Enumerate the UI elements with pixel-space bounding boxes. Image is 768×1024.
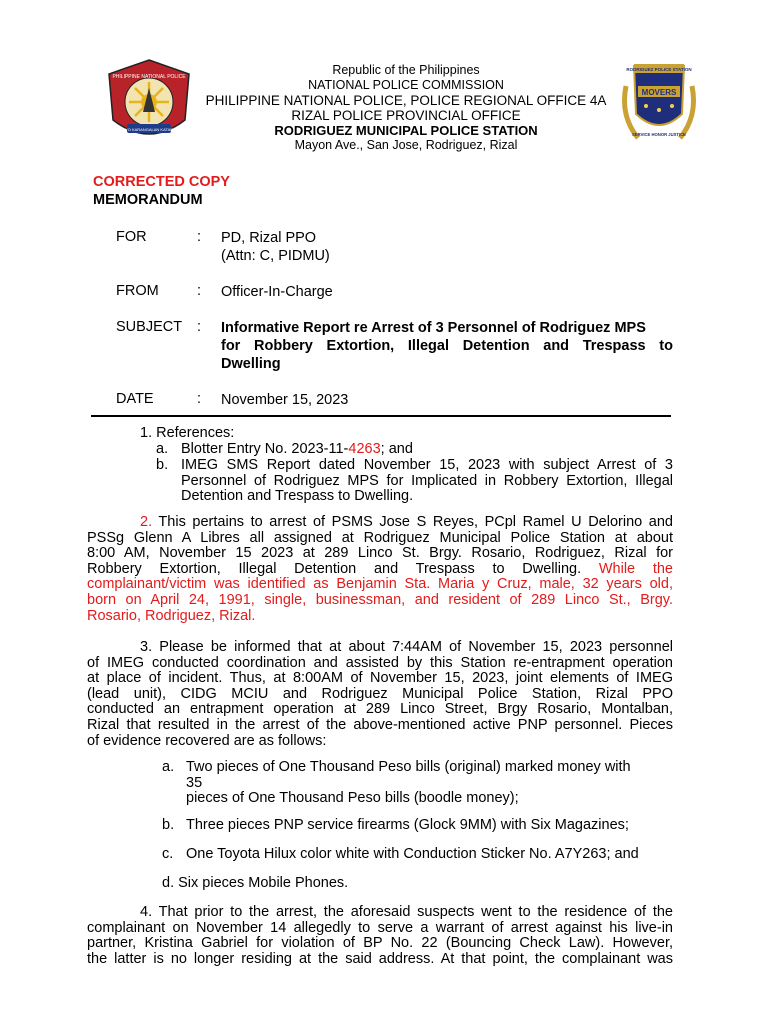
from-value: Officer-In-Charge xyxy=(221,284,333,300)
subject-line2: for Robbery Extortion, Illegal Detention and Trespass to xyxy=(221,338,673,354)
date-colon: : xyxy=(197,391,202,407)
from-label: FROM xyxy=(116,283,159,299)
evidence-d-text: d. Six pieces Mobile Phones. xyxy=(162,875,349,891)
seal-banner-text: SERBISYO KARANGALAN KATARUNGAN xyxy=(110,127,188,132)
for-label: FOR xyxy=(116,229,147,245)
memorandum-title: MEMORANDUM xyxy=(93,192,203,208)
header-pnp-region: PHILIPPINE NATIONAL POLICE, POLICE REGIONAL OFFICE 4A xyxy=(205,93,607,108)
paragraph-3: 3. Please be informed that at about 7:44AM of November 15, 2023 personnel of IMEG conducted coordination and assisted by this Station re-entrapment operation at place of incident. Thus, at 8:00AM of November 15, 2023, joint elements of IMEG (lead unit), CIDG MCIU and Rodriguez Municipal Police Station, Rizal PPO conducted an entrapment operation at 289 Linco Street, Brgy Rosario, Montalban, Rizal that resulted in the arrest of the above-mentioned active PNP personnel. Pieces of evidence recovered are as follows: xyxy=(87,639,673,749)
reference-a-text: Blotter Entry No. 2023-11-4263; and xyxy=(181,441,413,457)
evidence-b-text: Three pieces PNP service firearms (Glock 9MM) with Six Magazines; xyxy=(186,817,629,833)
header-divider xyxy=(91,415,671,417)
date-value: November 15, 2023 xyxy=(221,392,349,408)
header-republic: Republic of the Philippines xyxy=(332,63,480,77)
station-logo-bottom-text: SERVICE HONOR JUSTICE xyxy=(632,132,686,137)
subject-line3: Dwelling xyxy=(221,356,281,372)
reference-a-label: a. xyxy=(156,441,169,457)
date-label: DATE xyxy=(116,391,154,407)
paragraph-4: 4. That prior to the arrest, the aforesaid suspects went to the residence of the complainant on November 14 allegedly to serve a warrant of arrest against his live-in partner, Kristina Gabriel for violation of BP No. 22 (Bouncing Check Law). However, the latter is no longer residing at the said address. At that point, the complainant was xyxy=(87,904,673,967)
header-provincial-office: RIZAL POLICE PROVINCIAL OFFICE xyxy=(291,108,521,123)
paragraph-2: 2. This pertains to arrest of PSMS Jose S Reyes, PCpl Ramel U Delorino and PSSg Glenn A Libres all assigned at Rodriguez Municipal Police Station at about 8:00 AM, November 15 2023 at 289 Linco St. Brgy. Rosario, Rodriguez, Rizal for Robbery Extortion, Illegal Detention and Trespass to Dwelling. While the complainant/victim was identified as Benjamin Sta. Maria y Cruz, male, 32 years old, born on April 24, 1991, single, businessman, and resident of 289 Linco St., Brgy. Rosario, Rodriguez, Rizal. xyxy=(87,514,673,624)
for-value-line2: (Attn: C, PIDMU) xyxy=(221,248,330,264)
evidence-a-label: a. xyxy=(162,759,175,775)
evidence-c-label: c. xyxy=(162,846,174,862)
subject-line1: Informative Report re Arrest of 3 Personnel of Rodriguez MPS xyxy=(221,320,646,336)
from-colon: : xyxy=(197,283,202,299)
station-logo-top-text: RODRIGUEZ POLICE STATION xyxy=(626,67,692,72)
header-station-name: RODRIGUEZ MUNICIPAL POLICE STATION xyxy=(274,123,538,138)
subject-label: SUBJECT xyxy=(116,319,183,335)
subject-colon: : xyxy=(197,319,202,335)
seal-ring-text: PHILIPPINE NATIONAL POLICE xyxy=(112,74,186,80)
header-napolcom: NATIONAL POLICE COMMISSION xyxy=(308,78,504,92)
evidence-b-label: b. xyxy=(162,817,175,833)
for-value-line1: PD, Rizal PPO xyxy=(221,230,317,246)
references-heading: 1. References: xyxy=(140,425,235,441)
reference-b-text: IMEG SMS Report dated November 15, 2023 with subject Arrest of 3 Personnel of Rodriguez MPS for Implicated in Robbery Extortion, Illegal Detention and Trespass to Dwelling. xyxy=(181,457,673,505)
station-logo-banner-text: MOVERS xyxy=(641,88,677,97)
evidence-c-text: One Toyota Hilux color white with Conduction Sticker No. A7Y263; and xyxy=(186,846,639,862)
subject-value xyxy=(221,319,673,373)
corrected-copy-label: CORRECTED COPY xyxy=(93,174,230,190)
reference-b-label: b. xyxy=(156,457,169,473)
header-address: Mayon Ave., San Jose, Rodriguez, Rizal xyxy=(294,138,518,152)
for-colon: : xyxy=(197,229,202,245)
evidence-a-text: Two pieces of One Thousand Peso bills (original) marked money with 35 pieces of One Thousand Peso bills (boodle money); xyxy=(186,759,631,807)
for-value xyxy=(221,229,330,265)
